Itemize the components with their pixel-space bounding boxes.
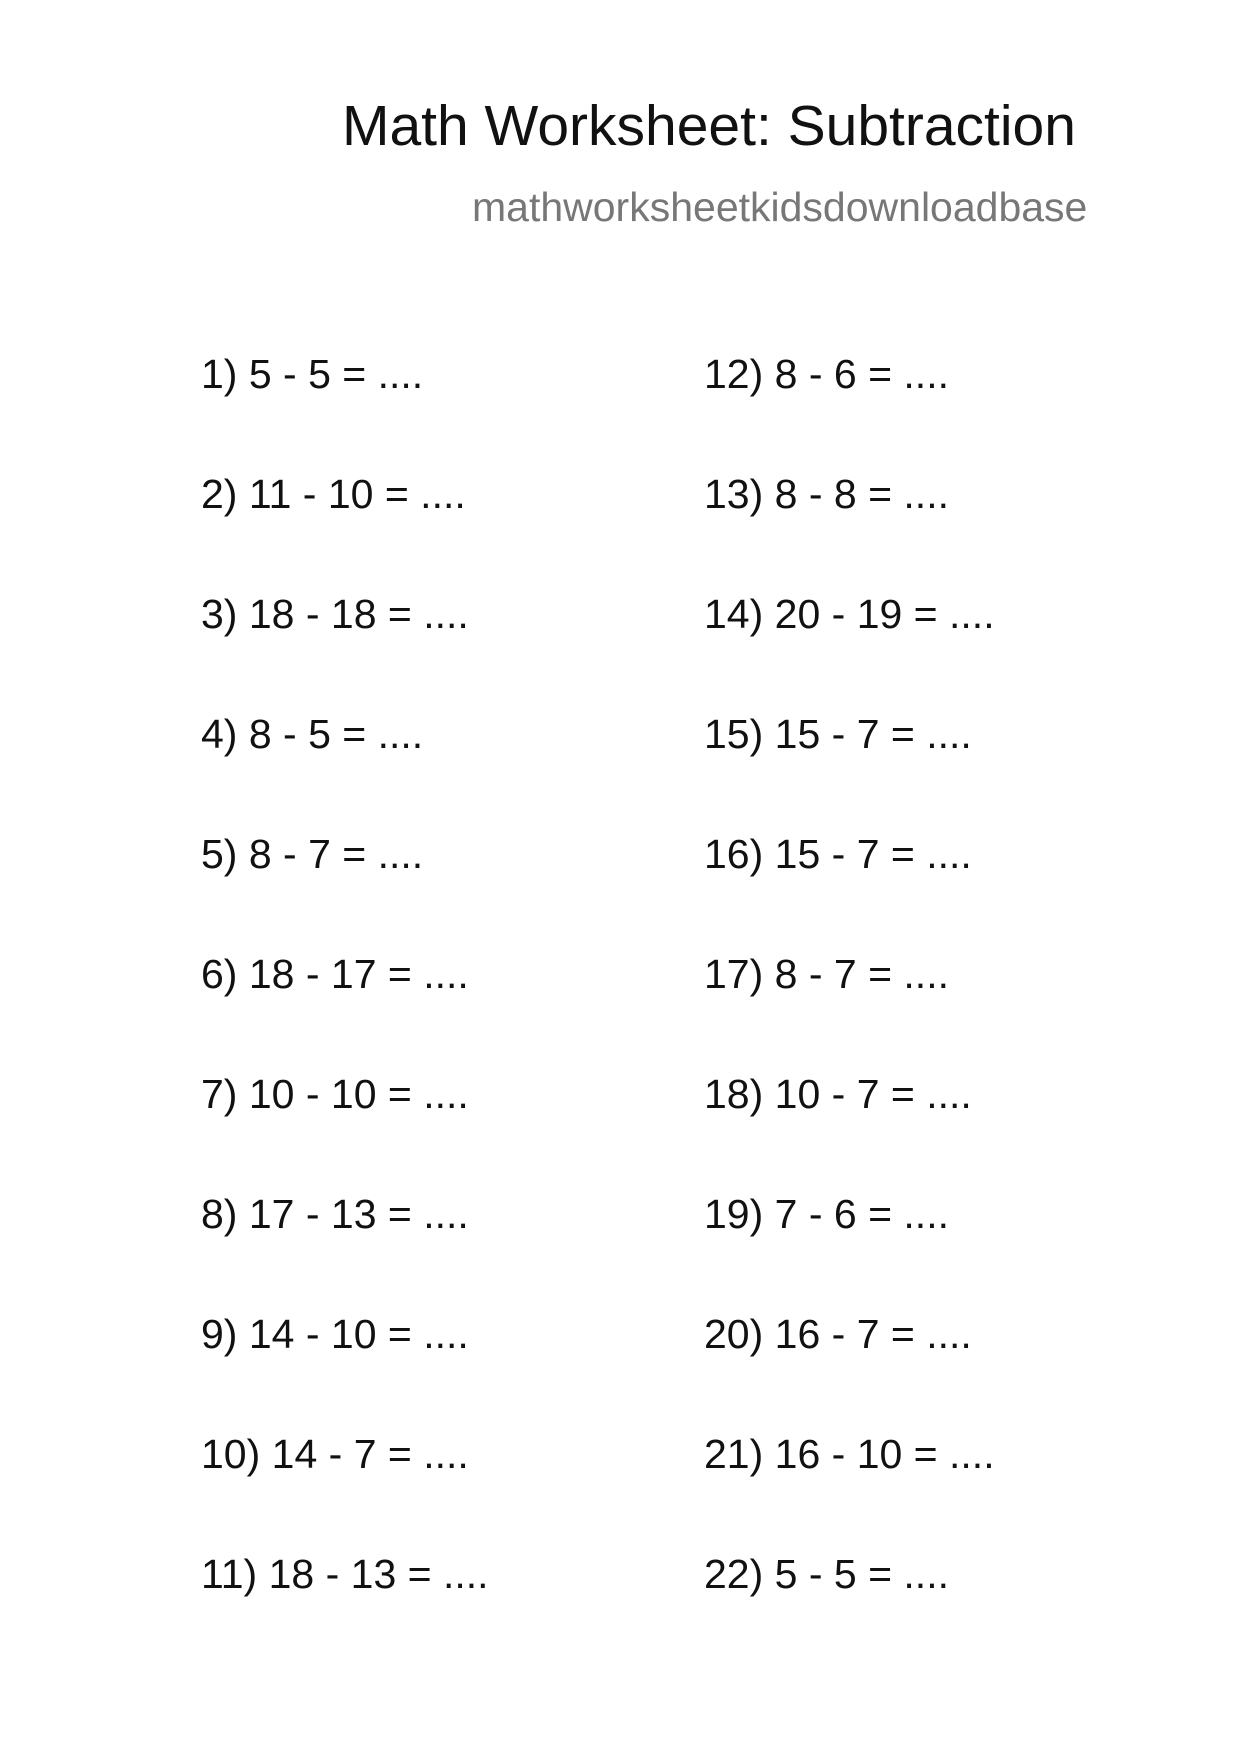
problem-9: 9) 14 - 10 = .... [201,1311,469,1357]
problem-22: 22) 5 - 5 = .... [704,1551,949,1597]
problem-21: 21) 16 - 10 = .... [704,1431,995,1477]
problem-14: 14) 20 - 19 = .... [704,591,995,637]
problem-column-right [704,351,995,1674]
site-name: mathworksheetkidsdownloadbase [472,184,1088,230]
problem-16: 16) 15 - 7 = .... [704,831,972,877]
problem-3: 3) 18 - 18 = .... [201,591,469,637]
problem-4: 4) 8 - 5 = .... [201,711,424,757]
problem-7: 7) 10 - 10 = .... [201,1071,469,1117]
problem-5: 5) 8 - 7 = .... [201,831,424,877]
problem-19: 19) 7 - 6 = .... [704,1191,949,1237]
problem-12: 12) 8 - 6 = .... [704,351,949,397]
problem-8: 8) 17 - 13 = .... [201,1191,469,1237]
problem-1: 1) 5 - 5 = .... [201,351,424,397]
problem-13: 13) 8 - 8 = .... [704,471,949,517]
page-title: Math Worksheet: Subtraction [342,94,1076,158]
problem-20: 20) 16 - 7 = .... [704,1311,972,1357]
problem-2: 2) 11 - 10 = .... [201,471,466,517]
problem-18: 18) 10 - 7 = .... [704,1071,972,1117]
problem-11: 11) 18 - 13 = .... [201,1551,489,1597]
problem-column-left [201,351,489,1674]
problem-15: 15) 15 - 7 = .... [704,711,972,757]
problem-17: 17) 8 - 7 = .... [704,951,949,997]
problem-6: 6) 18 - 17 = .... [201,951,469,997]
problem-10: 10) 14 - 7 = .... [201,1431,469,1477]
